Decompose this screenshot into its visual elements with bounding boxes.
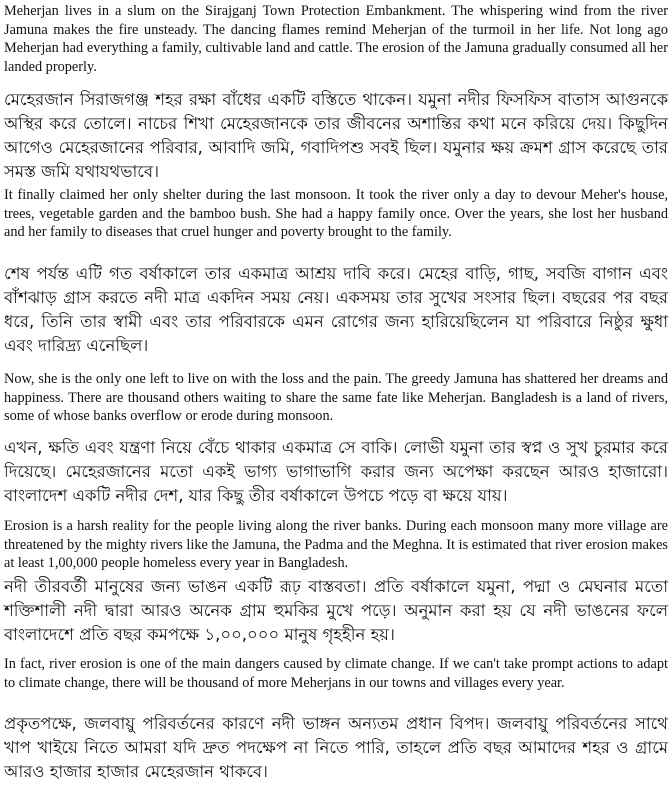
paragraph-bengali-1: মেহেরজান সিরাজগঞ্জ শহর রক্ষা বাঁধের একটি বস্তিতে থাকেন। যমুনা নদীর ফিসফিস বাতাস আগুনকে অস্থির করে তোলে। নাচের শিখা মেহেরজানকে তার জীবনের অশান্তির কথা মনে করিয়ে দেয়। কিছুদিন আগেও মেহেরজানের পরিবার, আবাদি জমি, গবাদিপশু সবই ছিল। যমুনার ক্ষয় ক্রমশ গ্রাস করেছে তার সমস্ত জমি যথাযথভাবে। xyxy=(4,90,668,181)
paragraph-bengali-2: শেষ পর্যন্ত এটি গত বর্ষাকালে তার একমাত্র আশ্রয় দাবি করে। মেহের বাড়ি, গাছ, সবজি বাগান এবং বাঁশঝাড় গ্রাস করতে নদী মাত্র একদিন সময় নেয়। একসময় তার সুখের সংসার ছিল। বছরের পর বছর ধরে, তিনি তার স্বামী এবং তার পরিবারকে এমন রোগের জন্য হারিয়েছিলেন যা পরিবারে নিষ্ঠুর ক্ষুধা এবং দারিদ্র্য এনেছিল। xyxy=(4,264,668,355)
paragraph-english-1: Meherjan lives in a slum on the Sirajganj Town Protection Embankment. The whispering wind from the river Jamuna makes the fire unsteady. The dancing flames remind Meherjan of the turmoil in her life. Not long ago Meherjan had everything a family, cultivable land and cattle. The erosion of the Jamuna gradually consumed all her landed properly. xyxy=(4,3,668,75)
paragraph-english-3: Now, she is the only one left to live on with the loss and the pain. The greedy Jamuna has shattered her dreams and happiness. There are thousand others waiting to share the same fate like Meherjan. Bangladesh is a land of rivers, some of whose banks overflow or erode during monsoon. xyxy=(4,371,668,424)
paragraph-english-4: Erosion is a harsh reality for the people living along the river banks. During each monsoon many more village are threatened by the mighty rivers like the Jamuna, the Padma and the Meghna. It is estimated that river erosion makes at least 1,00,000 people homeless every year in Bangladesh. xyxy=(4,518,668,571)
paragraph-bengali-4: নদী তীরবর্তী মানুষের জন্য ভাঙন একটি রূঢ় বাস্তবতা। প্রতি বর্ষাকালে যমুনা, পদ্মা ও মেঘনার মতো শক্তিশালী নদী দ্বারা আরও অনেক গ্রাম হুমকির মুখে পড়ে। অনুমান করা হয় যে নদী ভাঙনের ফলে বাংলাদেশে প্রতি বছর কমপক্ষে ১,০০,০০০ মানুষ গৃহহীন হয়। xyxy=(4,577,668,644)
paragraph-english-5: In fact, river erosion is one of the main dangers caused by climate change. If we can't take prompt actions to adapt to climate change, there will be thousand of more Meherjans in our towns and villages every year. xyxy=(4,656,668,691)
paragraph-english-2: It finally claimed her only shelter during the last monsoon. It took the river only a day to devour Meher's house, trees, vegetable garden and the bamboo bush. She had a happy family once. Over the years, she lost her husband and her family to diseases that cruel hunger and poverty brought to the family. xyxy=(4,187,668,240)
paragraph-bengali-3: এখন, ক্ষতি এবং যন্ত্রণা নিয়ে বেঁচে থাকার একমাত্র সে বাকি। লোভী যমুনা তার স্বপ্ন ও সুখ চুরমার করে দিয়েছে। মেহেরজানের মতো একই ভাগ্য ভাগাভাগি করার জন্য অপেক্ষা করছেন আরও হাজারো। বাংলাদেশ একটি নদীর দেশ, যার কিছু তীর বর্ষাকালে উপচে পড়ে বা ক্ষয়ে যায়। xyxy=(4,438,668,505)
paragraph-bengali-5: প্রকৃতপক্ষে, জলবায়ু পরিবর্তনের কারণে নদী ভাঙ্গন অন্যতম প্রধান বিপদ। জলবায়ু পরিবর্তনের সাথে খাপ খাইয়ে নিতে আমরা যদি দ্রুত পদক্ষেপ না নিতে পারি, তাহলে প্রতি বছর আমাদের শহর ও গ্রামে আরও হাজার হাজার মেহেরজান থাকবে। xyxy=(4,714,668,781)
